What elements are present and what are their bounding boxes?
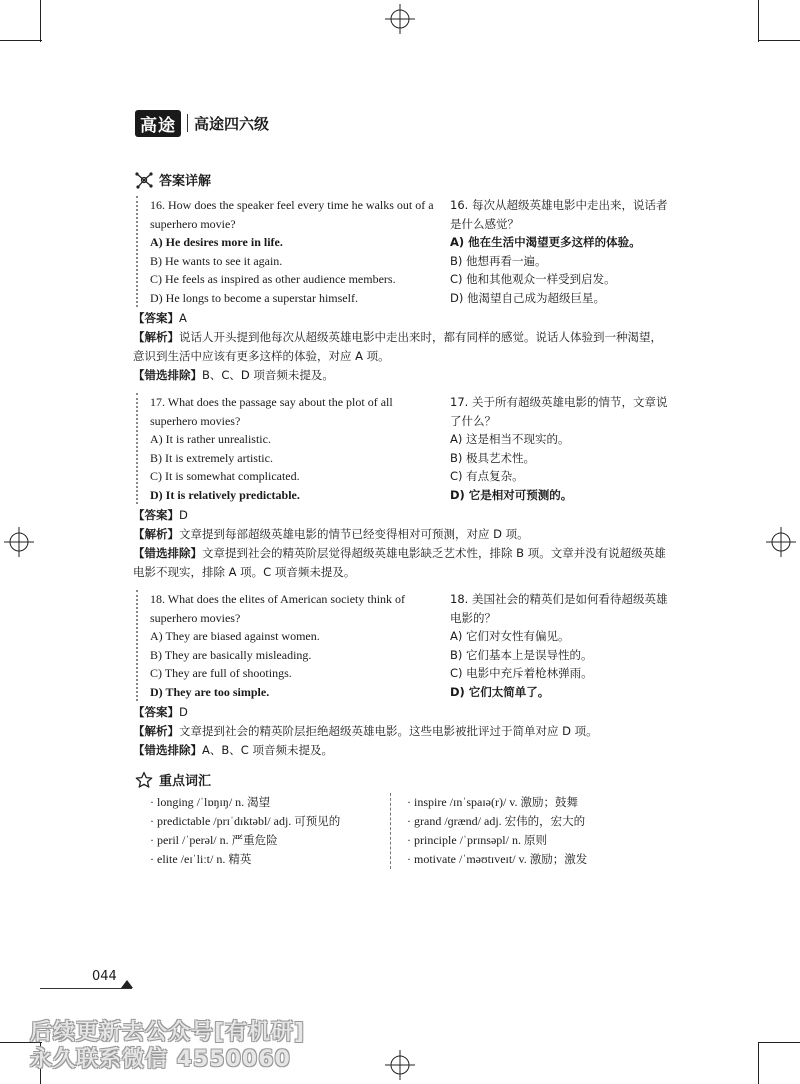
question-en: 18. What does the elites of American society think of superhero movies? bbox=[150, 592, 406, 625]
option-cn: B) 他想再看一遍。 bbox=[450, 253, 547, 268]
elimination-text: B、C、D 项音频未提及。 bbox=[202, 368, 334, 382]
answer-value: D bbox=[179, 705, 188, 719]
question-block-16 bbox=[140, 196, 670, 307]
elimination-line bbox=[133, 544, 673, 582]
option-row bbox=[140, 664, 670, 683]
answer-value: D bbox=[179, 508, 188, 522]
registration-mark-icon bbox=[385, 4, 415, 34]
watermark-line-2: 永久联系微信 4550060 bbox=[30, 1047, 291, 1072]
question-stem bbox=[140, 393, 670, 430]
crop-mark bbox=[758, 1042, 800, 1043]
option-en: B) He wants to see it again. bbox=[150, 253, 283, 268]
analysis-text: 文章提到每部超级英雄电影的情节已经变得相对可预测，对应 D 项。 bbox=[179, 527, 529, 541]
answer-block-18 bbox=[133, 703, 673, 760]
elimination-text: 文章提到社会的精英阶层觉得超级英雄电影缺乏艺术性，排除 B 项。文章并没有说超级英雄电影不现实，排除 A 项。C 项音频未提及。 bbox=[133, 546, 666, 579]
option-row bbox=[140, 646, 670, 665]
vocab-item bbox=[150, 812, 390, 831]
vocab-meaning: 原则 bbox=[523, 833, 547, 847]
vocab-word: inspire /ɪnˈspaɪə(r)/ v. bbox=[414, 795, 518, 809]
analysis-text: 说话人开头提到他每次从超级英雄电影中走出来时，都有同样的感觉。说话人体验到一种渴望，意识到生活中应该有更多这样的体验，对应 A 项。 bbox=[133, 330, 662, 363]
analysis-label: 【解析】 bbox=[133, 330, 179, 344]
question-cn: 18. 美国社会的精英们是如何看待超级英雄电影的？ bbox=[450, 592, 668, 625]
option-row bbox=[140, 467, 670, 486]
header-divider bbox=[187, 114, 188, 132]
vocab-section-label: 重点词汇 bbox=[159, 774, 212, 789]
question-cn: 16. 每次从超级英雄电影中走出来，说话者是什么感觉？ bbox=[450, 198, 668, 231]
option-row bbox=[140, 270, 670, 289]
elimination-text: A、B、C 项音频未提及。 bbox=[202, 743, 333, 757]
option-row bbox=[140, 627, 670, 646]
analysis-line bbox=[133, 722, 673, 741]
option-row bbox=[140, 252, 670, 271]
answers-section-label: 答案详解 bbox=[159, 174, 212, 189]
analysis-text: 文章提到社会的精英阶层拒绝超级英雄电影。这些电影被批评过于简单对应 D 项。 bbox=[179, 724, 598, 738]
vocab-item bbox=[150, 850, 390, 869]
vocab-item bbox=[150, 793, 390, 812]
elimination-label: 【错选排除】 bbox=[133, 743, 202, 757]
vocab-item bbox=[407, 850, 647, 869]
option-en: C) They are full of shootings. bbox=[150, 666, 292, 680]
option-en: C) It is somewhat complicated. bbox=[150, 469, 300, 483]
vocab-item bbox=[150, 831, 390, 850]
elimination-line bbox=[133, 366, 673, 385]
option-en: D) They are too simple. bbox=[150, 684, 270, 699]
option-en: B) It is extremely artistic. bbox=[150, 450, 273, 465]
registration-mark-icon bbox=[766, 527, 796, 557]
option-cn: D) 它们太简单了。 bbox=[450, 684, 550, 699]
option-cn: D) 他渴望自己成为超级巨星。 bbox=[450, 290, 605, 305]
answer-block-17 bbox=[133, 506, 673, 582]
option-cn: A) 这是相当不现实的。 bbox=[450, 432, 570, 446]
option-row bbox=[140, 449, 670, 468]
vocab-word: peril /ˈperəl/ n. bbox=[157, 833, 229, 847]
option-en: A) He desires more in life. bbox=[150, 235, 283, 249]
question-stem bbox=[140, 590, 670, 627]
registration-mark-icon bbox=[385, 1050, 415, 1080]
vocab-meaning: 可预见的 bbox=[294, 814, 341, 828]
vocab-column-left bbox=[150, 793, 390, 869]
page-marker-icon bbox=[121, 980, 133, 988]
answer-value: A bbox=[179, 311, 187, 325]
option-cn: C) 电影中充斥着枪林弹雨。 bbox=[450, 666, 593, 680]
question-block-17 bbox=[140, 393, 670, 504]
vocab-word: principle /ˈprɪnsəpl/ n. bbox=[414, 833, 521, 847]
brand-logo: 高途 bbox=[135, 110, 181, 137]
crop-mark bbox=[758, 0, 759, 42]
vocab-meaning: 激励；激发 bbox=[529, 852, 588, 866]
answer-line bbox=[133, 309, 673, 328]
option-cn: B) 它们基本上是误导性的。 bbox=[450, 647, 593, 662]
header-title: 高途四六级 bbox=[194, 114, 270, 133]
option-en: B) They are basically misleading. bbox=[150, 647, 312, 662]
option-row bbox=[140, 289, 670, 308]
option-en: D) He longs to become a superstar himself. bbox=[150, 290, 358, 305]
vocab-section-title bbox=[135, 770, 211, 789]
question-block-18 bbox=[140, 590, 670, 701]
vocab-list bbox=[150, 793, 650, 869]
vocab-meaning: 严重危险 bbox=[231, 833, 278, 847]
vocab-meaning: 精英 bbox=[228, 852, 252, 866]
elimination-line bbox=[133, 741, 673, 760]
vocab-word: grand /ɡrænd/ adj. bbox=[414, 814, 502, 828]
option-row bbox=[140, 683, 670, 702]
dotted-bar bbox=[136, 590, 138, 701]
crop-mark bbox=[758, 40, 800, 41]
page-header bbox=[135, 110, 269, 136]
vocab-word: longing /ˈlɒŋɪŋ/ n. bbox=[157, 795, 245, 809]
answer-label: 【答案】 bbox=[133, 311, 179, 325]
vocab-meaning: 渴望 bbox=[247, 795, 271, 809]
answer-line bbox=[133, 703, 673, 722]
option-cn: C) 他和其他观众一样受到启发。 bbox=[450, 272, 616, 286]
question-en: 16. How does the speaker feel every time he walks out of a superhero movie? bbox=[150, 198, 434, 231]
vocab-column-right bbox=[407, 793, 647, 869]
answer-line bbox=[133, 506, 673, 525]
vocab-meaning: 宏伟的，宏大的 bbox=[504, 814, 586, 828]
vocab-word: predictable /prɪˈdɪktəbl/ adj. bbox=[157, 814, 292, 828]
answer-label: 【答案】 bbox=[133, 705, 179, 719]
vocab-word: elite /eɪˈliːt/ n. bbox=[157, 852, 226, 866]
option-en: A) They are biased against women. bbox=[150, 629, 320, 643]
option-cn: D) 它是相对可预测的。 bbox=[450, 487, 573, 502]
dotted-bar bbox=[136, 393, 138, 504]
option-en: C) He feels as inspired as other audience members. bbox=[150, 272, 396, 286]
option-en: D) It is relatively predictable. bbox=[150, 487, 300, 502]
vocab-divider bbox=[390, 793, 391, 869]
elimination-label: 【错选排除】 bbox=[133, 546, 202, 560]
analysis-label: 【解析】 bbox=[133, 724, 179, 738]
option-cn: A) 他在生活中渴望更多这样的体验。 bbox=[450, 235, 641, 249]
page-rule bbox=[40, 988, 132, 989]
registration-mark-icon bbox=[4, 527, 34, 557]
vocab-item bbox=[407, 831, 647, 850]
option-row bbox=[140, 233, 670, 252]
molecule-icon bbox=[135, 171, 153, 189]
star-icon bbox=[135, 771, 153, 789]
answer-block-16 bbox=[133, 309, 673, 385]
analysis-line bbox=[133, 525, 673, 544]
analysis-line bbox=[133, 328, 673, 366]
answers-section-title bbox=[135, 170, 211, 189]
question-stem bbox=[140, 196, 670, 233]
elimination-label: 【错选排除】 bbox=[133, 368, 202, 382]
option-cn: A) 它们对女性有偏见。 bbox=[450, 629, 570, 643]
crop-mark bbox=[0, 40, 42, 41]
watermark-line-1: 后续更新去公众号[有机研] bbox=[30, 1020, 306, 1045]
option-row bbox=[140, 430, 670, 449]
option-en: A) It is rather unrealistic. bbox=[150, 432, 271, 446]
crop-mark bbox=[758, 1042, 759, 1084]
page-number: 044 bbox=[92, 969, 117, 984]
option-cn: C) 有点复杂。 bbox=[450, 469, 524, 483]
vocab-word: motivate /ˈməʊtɪveɪt/ v. bbox=[414, 852, 527, 866]
vocab-meaning: 激励；鼓舞 bbox=[520, 795, 579, 809]
option-row bbox=[140, 486, 670, 505]
vocab-item bbox=[407, 812, 647, 831]
question-en: 17. What does the passage say about the plot of all superhero movies? bbox=[150, 395, 393, 428]
crop-mark bbox=[40, 0, 41, 42]
option-cn: B) 极具艺术性。 bbox=[450, 450, 536, 465]
analysis-label: 【解析】 bbox=[133, 527, 179, 541]
vocab-item bbox=[407, 793, 647, 812]
dotted-bar bbox=[136, 196, 138, 307]
answer-label: 【答案】 bbox=[133, 508, 179, 522]
question-cn: 17. 关于所有超级英雄电影的情节，文章说了什么？ bbox=[450, 395, 668, 428]
